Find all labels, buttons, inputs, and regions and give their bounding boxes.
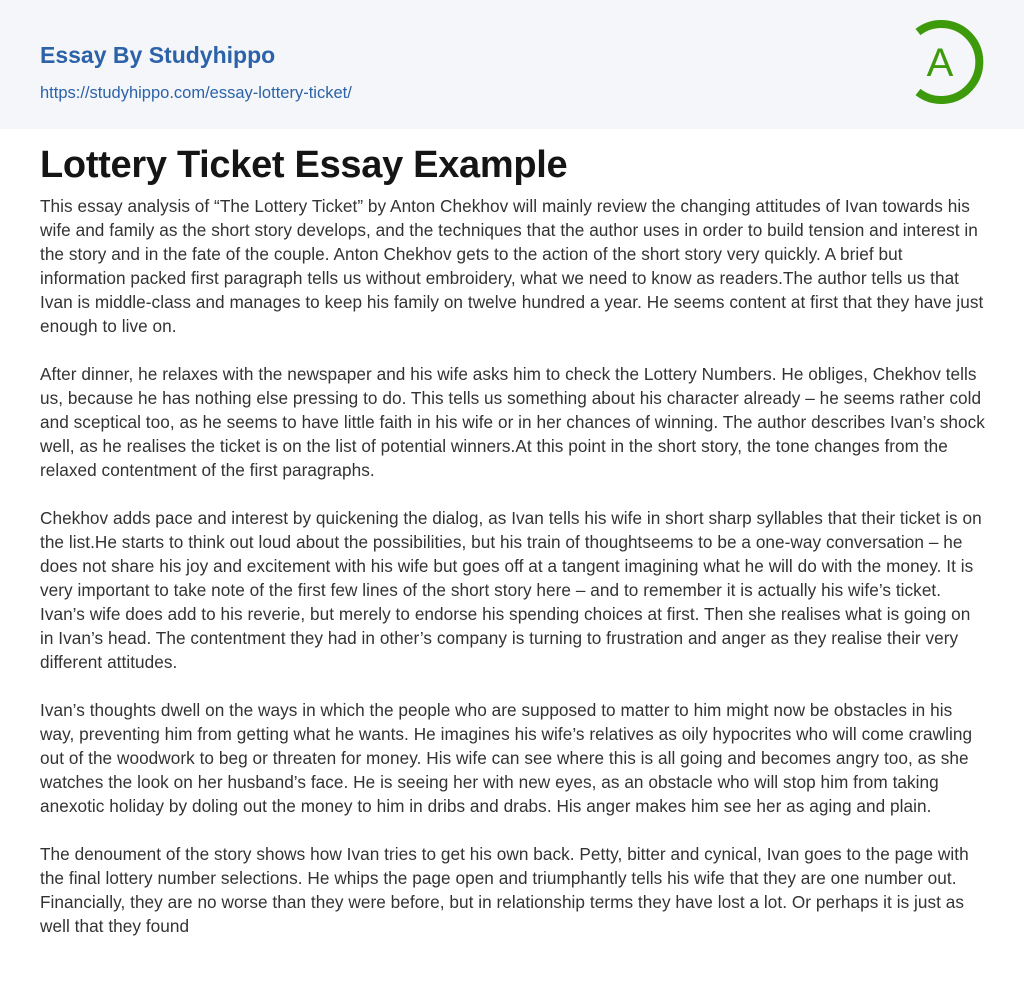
essay-body: [40, 194, 986, 962]
logo-letter: A: [926, 41, 954, 85]
essay-paragraph: The denoument of the story shows how Ivan tries to get his own back. Petty, bitter and cynical, Ivan goes to the page with the final lottery number selections. He whips the page open and triumphantly tells his wife that they are one number out. Financially, they are no worse than they were before, but in relationship terms they have lost a lot. Or perhaps it is just as well that they found: [40, 844, 969, 936]
essay-paragraph: Chekhov adds pace and interest by quickening the dialog, as Ivan tells his wife in short sharp syllables that their ticket is on the list.He starts to think out loud about the possibilities, but his train of thoughtseems to be a one-way conversation – he does not share his joy and excitement with his wife but goes off at a tangent imagining what he will do with the money. It is very important to take note of the first few lines of the short story here – and to remember it is actually his wife’s ticket. Ivan’s wife does add to his reverie, but merely to endorse his spending choices at first. Then she realises what is going on in Ivan’s head. The contentment they had in other’s company is turning to frustration and anger as they realise their very different attitudes.: [40, 508, 982, 672]
essay-url-link[interactable]: https://studyhippo.com/essay-lottery-ticket/: [40, 84, 352, 102]
studyhippo-logo[interactable]: [908, 18, 988, 106]
brand-title: Essay By Studyhippo: [40, 42, 276, 68]
site-header: [0, 0, 1024, 129]
logo-ring-icon: [908, 18, 988, 106]
essay-paragraph: Ivan’s thoughts dwell on the ways in which the people who are supposed to matter to him might now be obstacles in his way, preventing him from getting what he wants. He imagines his wife’s relatives as oily hypocrites who will come crawling out of the woodwork to beg or threaten for money. His wife can see where this is all going and becomes angry too, as she watches the look on her husband’s face. He is seeing her with new eyes, as an obstacle who will stop him from taking anexotic holiday by doling out the money to him in dribs and drabs. His anger makes him see her as aging and plain.: [40, 700, 973, 816]
essay-paragraph: This essay analysis of “The Lottery Ticket” by Anton Chekhov will mainly review the changing attitudes of Ivan towards his wife and family as the short story develops, and the techniques that the author uses in order to build tension and interest in the story and in the fate of the couple. Anton Chekhov gets to the action of the short story very quickly. A brief but information packed first paragraph tells us without embroidery, what we need to know as readers.The author tells us that Ivan is middle-class and manages to keep his family on twelve hundred a year. He seems content at first that they have just enough to live on.: [40, 196, 984, 336]
page-title: Lottery Ticket Essay Example: [40, 144, 568, 186]
essay-paragraph: After dinner, he relaxes with the newspaper and his wife asks him to check the Lottery Numbers. He obliges, Chekhov tells us, because he has nothing else pressing to do. This tells us something about his character already – he seems rather cold and sceptical too, as he seems to have little faith in his wife or in her chances of winning. The author describes Ivan’s shock well, as he realises the ticket is on the list of potential winners.At this point in the short story, the tone changes from the relaxed contentment of the first paragraphs.: [40, 364, 985, 480]
